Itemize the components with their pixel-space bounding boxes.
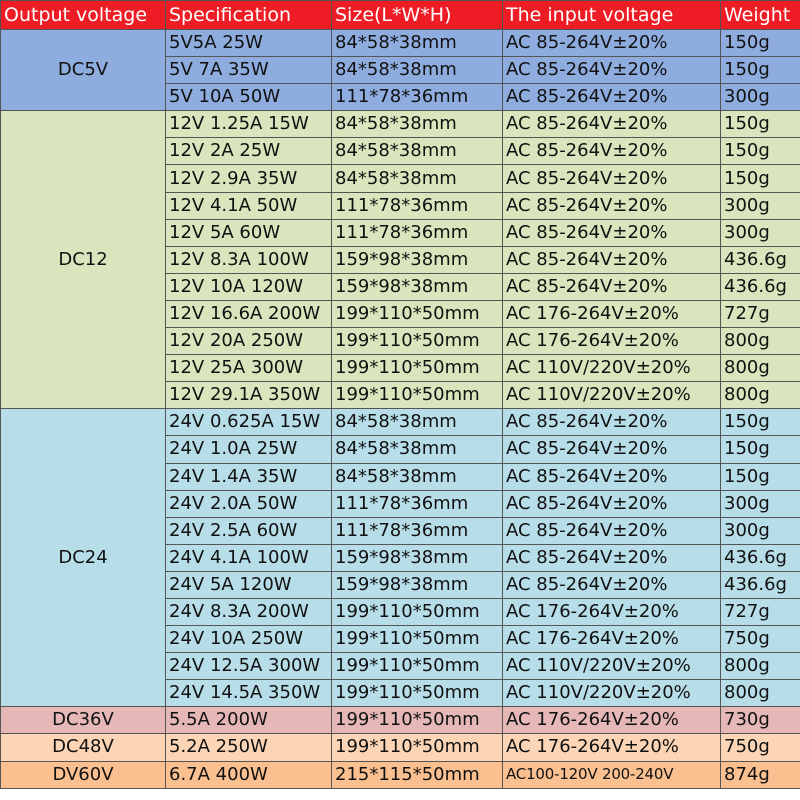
size-cell: 199*110*50mm <box>332 734 503 761</box>
input-voltage-cell: AC 176-264V±20% <box>503 626 721 653</box>
size-cell: 199*110*50mm <box>332 300 503 327</box>
specification-cell: 12V 20A 250W <box>166 328 332 355</box>
size-cell: 199*110*50mm <box>332 598 503 625</box>
header-weight: Weight <box>721 1 800 30</box>
specification-cell: 24V 1.0A 25W <box>166 436 332 463</box>
input-voltage-cell: AC 110V/220V±20% <box>503 355 721 382</box>
table-row <box>1 707 800 734</box>
size-cell: 84*58*38mm <box>332 463 503 490</box>
input-voltage-cell: AC 110V/220V±20% <box>503 382 721 409</box>
weight-cell: 727g <box>721 300 800 327</box>
size-cell: 84*58*38mm <box>332 165 503 192</box>
weight-cell: 750g <box>721 734 800 761</box>
weight-cell: 800g <box>721 382 800 409</box>
specification-cell: 24V 0.625A 15W <box>166 409 332 436</box>
output-voltage-cell: DC24 <box>1 409 166 707</box>
table-body <box>1 30 800 789</box>
weight-cell: 436.6g <box>721 571 800 598</box>
specification-cell: 12V 8.3A 100W <box>166 246 332 273</box>
input-voltage-cell: AC 85-264V±20% <box>503 463 721 490</box>
table-row <box>1 734 800 761</box>
specification-cell: 12V 29.1A 350W <box>166 382 332 409</box>
input-voltage-cell: AC 176-264V±20% <box>503 598 721 625</box>
specification-cell: 5V 10A 50W <box>166 84 332 111</box>
weight-cell: 150g <box>721 30 800 57</box>
size-cell: 159*98*38mm <box>332 273 503 300</box>
input-voltage-cell: AC 85-264V±20% <box>503 84 721 111</box>
weight-cell: 436.6g <box>721 544 800 571</box>
size-cell: 215*115*50mm <box>332 761 503 788</box>
table-row <box>1 409 800 436</box>
specification-cell: 24V 12.5A 300W <box>166 653 332 680</box>
input-voltage-cell: AC 85-264V±20% <box>503 111 721 138</box>
table-row <box>1 761 800 788</box>
specification-cell: 24V 5A 120W <box>166 571 332 598</box>
input-voltage-cell: AC 85-264V±20% <box>503 192 721 219</box>
size-cell: 84*58*38mm <box>332 30 503 57</box>
size-cell: 111*78*36mm <box>332 84 503 111</box>
size-cell: 199*110*50mm <box>332 328 503 355</box>
weight-cell: 300g <box>721 192 800 219</box>
header-size: Size(L*W*H) <box>332 1 503 30</box>
specification-cell: 24V 1.4A 35W <box>166 463 332 490</box>
weight-cell: 727g <box>721 598 800 625</box>
header-specification: Specification <box>166 1 332 30</box>
header-output-voltage: Output voltage <box>1 1 166 30</box>
weight-cell: 800g <box>721 328 800 355</box>
size-cell: 111*78*36mm <box>332 490 503 517</box>
specification-cell: 12V 4.1A 50W <box>166 192 332 219</box>
weight-cell: 436.6g <box>721 246 800 273</box>
size-cell: 199*110*50mm <box>332 680 503 707</box>
table-row <box>1 111 800 138</box>
header-row <box>1 1 800 30</box>
input-voltage-cell: AC 85-264V±20% <box>503 409 721 436</box>
size-cell: 84*58*38mm <box>332 436 503 463</box>
weight-cell: 150g <box>721 463 800 490</box>
input-voltage-cell: AC 176-264V±20% <box>503 300 721 327</box>
weight-cell: 874g <box>721 761 800 788</box>
size-cell: 111*78*36mm <box>332 219 503 246</box>
output-voltage-cell: DC48V <box>1 734 166 761</box>
header-input-voltage: The input voltage <box>503 1 721 30</box>
weight-cell: 750g <box>721 626 800 653</box>
input-voltage-cell: AC 85-264V±20% <box>503 165 721 192</box>
weight-cell: 150g <box>721 138 800 165</box>
size-cell: 111*78*36mm <box>332 517 503 544</box>
specification-cell: 12V 5A 60W <box>166 219 332 246</box>
input-voltage-cell: AC 85-264V±20% <box>503 517 721 544</box>
weight-cell: 300g <box>721 219 800 246</box>
input-voltage-cell: AC 176-264V±20% <box>503 734 721 761</box>
specification-cell: 12V 10A 120W <box>166 273 332 300</box>
size-cell: 84*58*38mm <box>332 138 503 165</box>
input-voltage-cell: AC 85-264V±20% <box>503 30 721 57</box>
weight-cell: 300g <box>721 84 800 111</box>
weight-cell: 730g <box>721 707 800 734</box>
size-cell: 84*58*38mm <box>332 111 503 138</box>
specification-cell: 12V 25A 300W <box>166 355 332 382</box>
size-cell: 199*110*50mm <box>332 626 503 653</box>
input-voltage-cell: AC 85-264V±20% <box>503 219 721 246</box>
size-cell: 159*98*38mm <box>332 571 503 598</box>
weight-cell: 150g <box>721 111 800 138</box>
output-voltage-cell: DC5V <box>1 30 166 111</box>
specification-cell: 24V 2.5A 60W <box>166 517 332 544</box>
weight-cell: 150g <box>721 409 800 436</box>
size-cell: 159*98*38mm <box>332 544 503 571</box>
specification-cell: 12V 16.6A 200W <box>166 300 332 327</box>
input-voltage-cell: AC 85-264V±20% <box>503 57 721 84</box>
specification-cell: 12V 2.9A 35W <box>166 165 332 192</box>
size-cell: 199*110*50mm <box>332 707 503 734</box>
output-voltage-cell: DV60V <box>1 761 166 788</box>
specification-cell: 12V 1.25A 15W <box>166 111 332 138</box>
specification-cell: 6.7A 400W <box>166 761 332 788</box>
output-voltage-cell: DC12 <box>1 111 166 409</box>
specification-cell: 5V 7A 35W <box>166 57 332 84</box>
input-voltage-cell: AC 85-264V±20% <box>503 571 721 598</box>
size-cell: 84*58*38mm <box>332 409 503 436</box>
size-cell: 199*110*50mm <box>332 355 503 382</box>
weight-cell: 150g <box>721 57 800 84</box>
input-voltage-cell: AC 110V/220V±20% <box>503 653 721 680</box>
weight-cell: 800g <box>721 355 800 382</box>
input-voltage-cell: AC 176-264V±20% <box>503 707 721 734</box>
input-voltage-cell: AC100-120V 200-240V <box>503 761 721 788</box>
specification-cell: 24V 8.3A 200W <box>166 598 332 625</box>
specification-cell: 24V 4.1A 100W <box>166 544 332 571</box>
input-voltage-cell: AC 85-264V±20% <box>503 490 721 517</box>
specification-cell: 5.5A 200W <box>166 707 332 734</box>
input-voltage-cell: AC 85-264V±20% <box>503 544 721 571</box>
specification-cell: 24V 2.0A 50W <box>166 490 332 517</box>
weight-cell: 800g <box>721 680 800 707</box>
weight-cell: 150g <box>721 165 800 192</box>
weight-cell: 436.6g <box>721 273 800 300</box>
output-voltage-cell: DC36V <box>1 707 166 734</box>
specification-cell: 5.2A 250W <box>166 734 332 761</box>
weight-cell: 300g <box>721 517 800 544</box>
input-voltage-cell: AC 176-264V±20% <box>503 328 721 355</box>
specification-cell: 12V 2A 25W <box>166 138 332 165</box>
input-voltage-cell: AC 85-264V±20% <box>503 436 721 463</box>
specification-cell: 24V 14.5A 350W <box>166 680 332 707</box>
weight-cell: 300g <box>721 490 800 517</box>
size-cell: 159*98*38mm <box>332 246 503 273</box>
size-cell: 199*110*50mm <box>332 382 503 409</box>
input-voltage-cell: AC 85-264V±20% <box>503 273 721 300</box>
size-cell: 84*58*38mm <box>332 57 503 84</box>
size-cell: 199*110*50mm <box>332 653 503 680</box>
weight-cell: 800g <box>721 653 800 680</box>
weight-cell: 150g <box>721 436 800 463</box>
specification-cell: 24V 10A 250W <box>166 626 332 653</box>
size-cell: 111*78*36mm <box>332 192 503 219</box>
input-voltage-cell: AC 85-264V±20% <box>503 138 721 165</box>
specification-cell: 5V5A 25W <box>166 30 332 57</box>
input-voltage-cell: AC 110V/220V±20% <box>503 680 721 707</box>
table-row <box>1 30 800 57</box>
input-voltage-cell: AC 85-264V±20% <box>503 246 721 273</box>
